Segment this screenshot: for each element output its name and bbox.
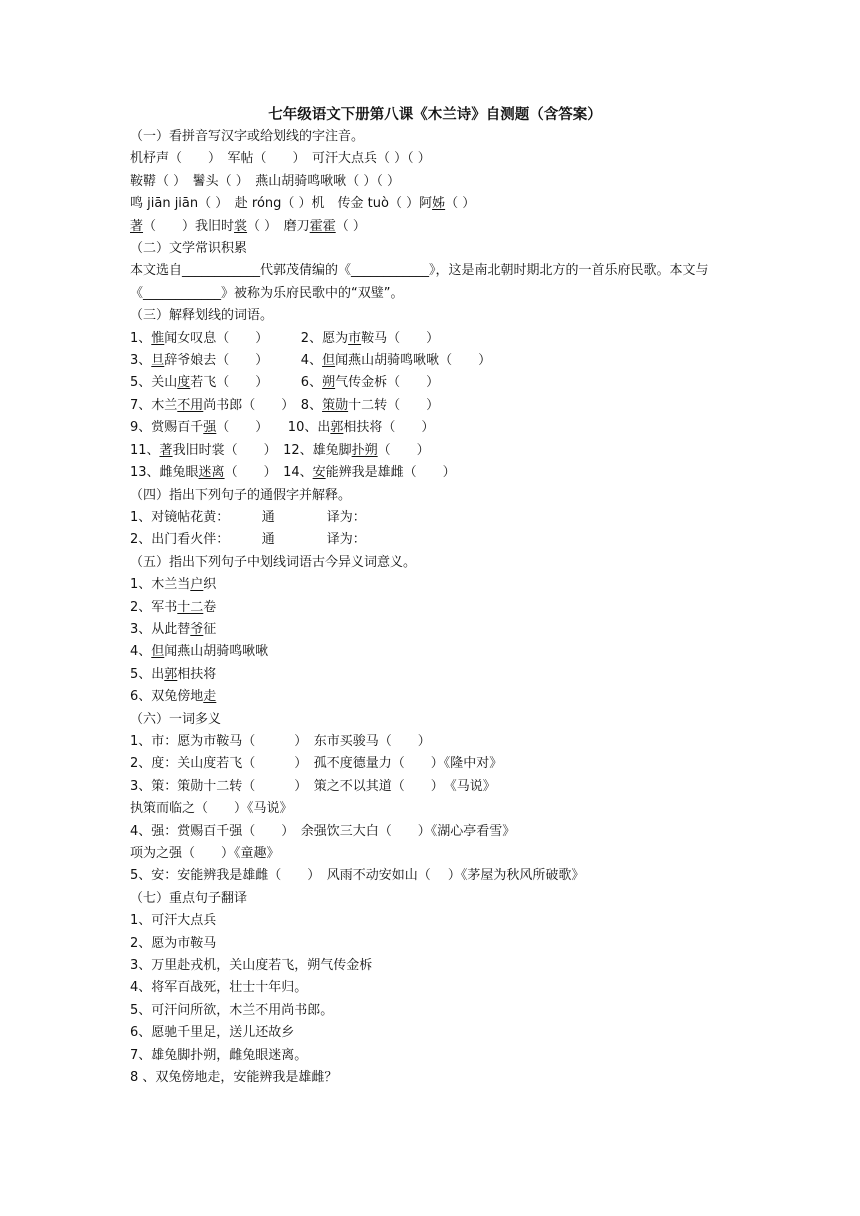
underlined-term: 策勋 [322, 397, 349, 413]
underlined-term: 郭 [164, 666, 178, 682]
text-span: 相扶将 [177, 666, 217, 682]
section-heading: （四）指出下列句子的通假字并解释。 [130, 487, 352, 503]
document-body [130, 126, 740, 1089]
underlined-term: 爷 [190, 621, 204, 637]
question-line [130, 148, 740, 170]
question-line [130, 1045, 740, 1067]
text-span: 1、市：愿为市鞍马（ ） 东市买骏马（ ） [130, 733, 431, 749]
text-span: 辞爷娘去（ ） 4、 [164, 353, 323, 369]
question-line [130, 1067, 740, 1089]
text-span: 1、木兰当 [130, 577, 191, 593]
text-span: 2、出门看火伴： 通 译为： [130, 532, 366, 548]
text-span: （ ） [445, 196, 476, 212]
text-span: 执策而临之（ ）《马说》 [130, 801, 293, 817]
text-span: 1、 [130, 330, 152, 346]
text-span: 十二转（ ） [348, 397, 440, 413]
text-span: 3、从此替 [130, 621, 191, 637]
section-1 [130, 126, 740, 238]
text-span: 3、 [130, 353, 152, 369]
text-span: （ ） [377, 442, 430, 458]
text-span: 4、 [130, 644, 152, 660]
underlined-term: 安 [312, 465, 326, 481]
underlined-term: 郭 [330, 420, 344, 436]
question-line [130, 843, 740, 865]
text-span: 鞍鞯（ ） 鬐头（ ） 燕山胡骑鸣啾啾（ ）（ ） [130, 173, 401, 189]
text-span: 9、赏赐百千 [130, 420, 204, 436]
question-line [130, 216, 740, 238]
section-2 [130, 238, 740, 305]
text-span: 6、愿驰千里足，送儿还故乡 [130, 1025, 295, 1041]
underlined-term: 霍霍 [309, 218, 336, 234]
question-line [130, 619, 740, 641]
question-line [130, 417, 740, 439]
section-heading: （二）文学常识积累 [130, 241, 248, 257]
text-span: 相扶将（ ） [343, 420, 435, 436]
text-span: 卷 [203, 599, 217, 615]
text-span: 我旧时裳（ ） 12、雄兔脚 [172, 442, 352, 458]
text-span: 5、可汗问所欲，木兰不用尚书郎。 [130, 1002, 334, 1018]
text-span: （ ） 磨刀 [247, 218, 310, 234]
question-line [130, 507, 740, 529]
text-span: 4、强：赏赐百千强（ ） 余强饮三大白（ ）《湖心亭看雪》 [130, 823, 516, 839]
text-span: 尚书郎（ ） 8、 [203, 397, 323, 413]
text-span: 13、雌兔眼 [130, 465, 199, 481]
underlined-term: 不用 [177, 397, 204, 413]
text-span: （ ） 14、 [224, 465, 313, 481]
underlined-term: 姊 [432, 196, 446, 212]
question-line [130, 798, 740, 820]
question-line [130, 1022, 740, 1044]
question-line [130, 821, 740, 843]
question-line [130, 395, 740, 417]
text-span: 气传金柝（ ） [335, 375, 440, 391]
question-line [130, 597, 740, 619]
question-line [130, 753, 740, 775]
underlined-term: 强 [203, 420, 217, 436]
underlined-term: 但 [322, 353, 336, 369]
question-line [130, 529, 740, 551]
section-4 [130, 485, 740, 552]
text-span: 闻燕山胡骑鸣啾啾（ ） [335, 353, 492, 369]
text-span: 2、度：关山度若飞（ ） 孤不度德量力（ ）《隆中对》 [130, 756, 503, 772]
question-line [130, 574, 740, 596]
question-line [130, 731, 740, 753]
section-5 [130, 552, 740, 709]
underlined-term: 惟 [151, 330, 165, 346]
underlined-term: 著 [130, 218, 144, 234]
text-span: 5、出 [130, 666, 165, 682]
question-line [130, 462, 740, 484]
text-span: 1、对镜帖花黄： 通 译为： [130, 509, 366, 525]
section-heading: （七）重点句子翻译 [130, 890, 248, 906]
text-span: 能辨我是雄雌（ ） [325, 465, 456, 481]
underlined-term: 著 [159, 442, 173, 458]
question-line [130, 171, 740, 193]
text-span: 鞍马（ ） [361, 330, 440, 346]
text-span: 本文选自____________代郭茂倩编的《____________》，这是南北朝时期北方的一首乐府民歌。本文与《____________》被称为乐府民歌中的“双璧”。 [130, 263, 709, 301]
text-span: 6、双兔傍地 [130, 689, 204, 705]
text-span: 闻燕山胡骑鸣啾啾 [164, 644, 269, 660]
text-span: 3、策：策勋十二转（ ） 策之不以其道（ ） 《马说》 [130, 778, 496, 794]
text-span: 11、 [130, 442, 160, 458]
question-line [130, 372, 740, 394]
text-span: 若飞（ ） 6、 [190, 375, 323, 391]
text-span: 1、可汗大点兵 [130, 913, 217, 929]
text-span: 5、安：安能辨我是雄雌（ ） 风雨不动安如山（ ）《茅屋为秋风所破歌》 [130, 868, 585, 884]
text-span: （ ）我旧时 [143, 218, 235, 234]
text-span: 2、愿为市鞍马 [130, 935, 217, 951]
underlined-term: 走 [203, 689, 217, 705]
question-line [130, 933, 740, 955]
text-span: 4、将军百战死，壮士十年归。 [130, 980, 308, 996]
text-span: 7、木兰 [130, 397, 178, 413]
text-span: 3、万里赴戎机，关山度若飞，朔气传金柝 [130, 958, 373, 974]
question-line [130, 193, 740, 215]
text-span: 7、雄兔脚扑朔，雌兔眼迷离。 [130, 1047, 308, 1063]
underlined-term: 度 [177, 375, 191, 391]
section-6 [130, 709, 740, 888]
question-line [130, 260, 740, 305]
underlined-term: 裳 [234, 218, 248, 234]
text-span: 2、军书 [130, 599, 178, 615]
question-line [130, 776, 740, 798]
question-line [130, 910, 740, 932]
question-line [130, 440, 740, 462]
question-line [130, 977, 740, 999]
text-span: （ ） 10、出 [216, 420, 331, 436]
text-span: 征 [203, 621, 217, 637]
underlined-term: 十二 [177, 599, 204, 615]
question-line [130, 955, 740, 977]
document-title: 七年级语文下册第八课《木兰诗》自测题（含答案） [268, 107, 602, 123]
underlined-term: 旦 [151, 353, 165, 369]
underlined-term: 但 [151, 644, 165, 660]
document-page [130, 104, 740, 1089]
underlined-term: 迷离 [198, 465, 225, 481]
underlined-term: 朔 [322, 375, 336, 391]
text-span: 鸣 jiān jiān（ ） 赴 róng（ ）机 传金 tuò（ ）阿 [130, 196, 433, 212]
text-span: 5、关山 [130, 375, 178, 391]
underlined-term: 户 [190, 577, 204, 593]
text-span: 织 [203, 577, 217, 593]
question-line [130, 350, 740, 372]
underlined-term: 扑朔 [351, 442, 378, 458]
text-span: 8 、双兔傍地走，安能辨我是雄雌？ [130, 1070, 338, 1086]
section-heading: （五）指出下列句子中划线词语古今异义词意义。 [130, 554, 417, 570]
underlined-term: 市 [348, 330, 362, 346]
question-line [130, 1000, 740, 1022]
question-line [130, 865, 740, 887]
section-heading: （六）一词多义 [130, 711, 222, 727]
text-span: 闻女叹息（ ） 2、愿为 [164, 330, 349, 346]
question-line [130, 328, 740, 350]
section-heading: （一）看拼音写汉字或给划线的字注音。 [130, 129, 365, 144]
question-line [130, 664, 740, 686]
text-span: 机杼声（ ） 军帖（ ） 可汗大点兵（ ）（ ） [130, 151, 431, 167]
question-line [130, 641, 740, 663]
text-span: 项为之强（ ）《童趣》 [130, 846, 280, 861]
section-7 [130, 888, 740, 1090]
text-span: （ ） [335, 218, 366, 234]
section-3 [130, 305, 740, 484]
question-line [130, 686, 740, 708]
section-heading: （三）解释划线的词语。 [130, 308, 274, 324]
